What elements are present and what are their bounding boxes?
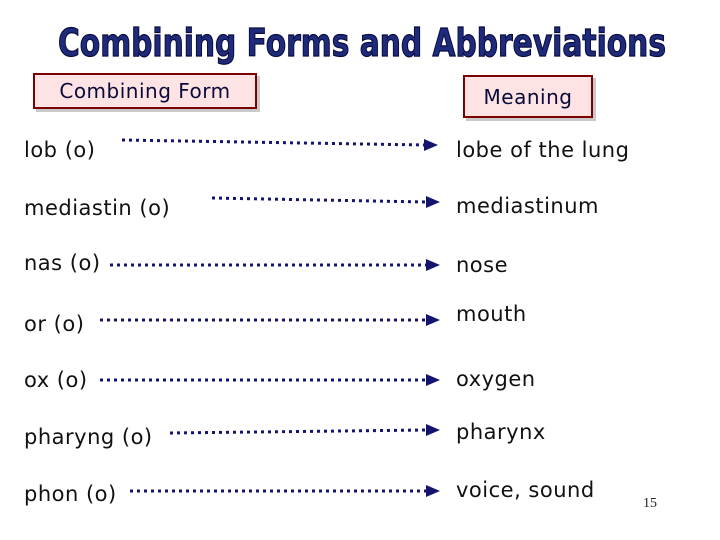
- combining-form-term: lob (o): [24, 138, 96, 162]
- meaning-text: voice, sound: [456, 478, 595, 502]
- meaning-header-label: Meaning: [483, 84, 573, 109]
- dotted-arrow-icon: [100, 314, 440, 326]
- combining-form-term: or (o): [24, 312, 85, 336]
- dotted-arrow-icon: [212, 196, 440, 208]
- list-item: [0, 302, 720, 342]
- dotted-arrow-icon: [122, 138, 438, 150]
- meaning-text: lobe of the lung: [456, 138, 630, 162]
- combining-form-header-label: Combining Form: [59, 79, 231, 103]
- list-item: [0, 251, 720, 291]
- list-item: [0, 194, 720, 234]
- list-item: [0, 420, 720, 460]
- dotted-arrow-icon: [170, 425, 440, 437]
- meaning-text: nose: [456, 253, 509, 277]
- list-item: [0, 480, 720, 520]
- meaning-text: mediastinum: [456, 194, 599, 218]
- combining-form-term: ox (o): [24, 368, 88, 392]
- combining-form-term: nas (o): [24, 251, 101, 275]
- dotted-arrow-icon: [130, 485, 440, 497]
- combining-form-term: mediastin (o): [24, 196, 171, 220]
- page-number: 15: [643, 496, 657, 511]
- meaning-text: mouth: [456, 302, 527, 326]
- list-item: [0, 136, 720, 176]
- dotted-arrow-icon: [100, 374, 440, 386]
- slide-title-text: Combining Forms and Abbreviations: [58, 21, 666, 65]
- list-item: [0, 367, 720, 407]
- dotted-arrow-icon: [110, 259, 440, 271]
- meaning-text: oxygen: [456, 367, 536, 391]
- meaning-text: pharynx: [456, 420, 546, 444]
- combining-form-term: phon (o): [24, 482, 117, 506]
- combining-form-term: pharyng (o): [24, 425, 153, 449]
